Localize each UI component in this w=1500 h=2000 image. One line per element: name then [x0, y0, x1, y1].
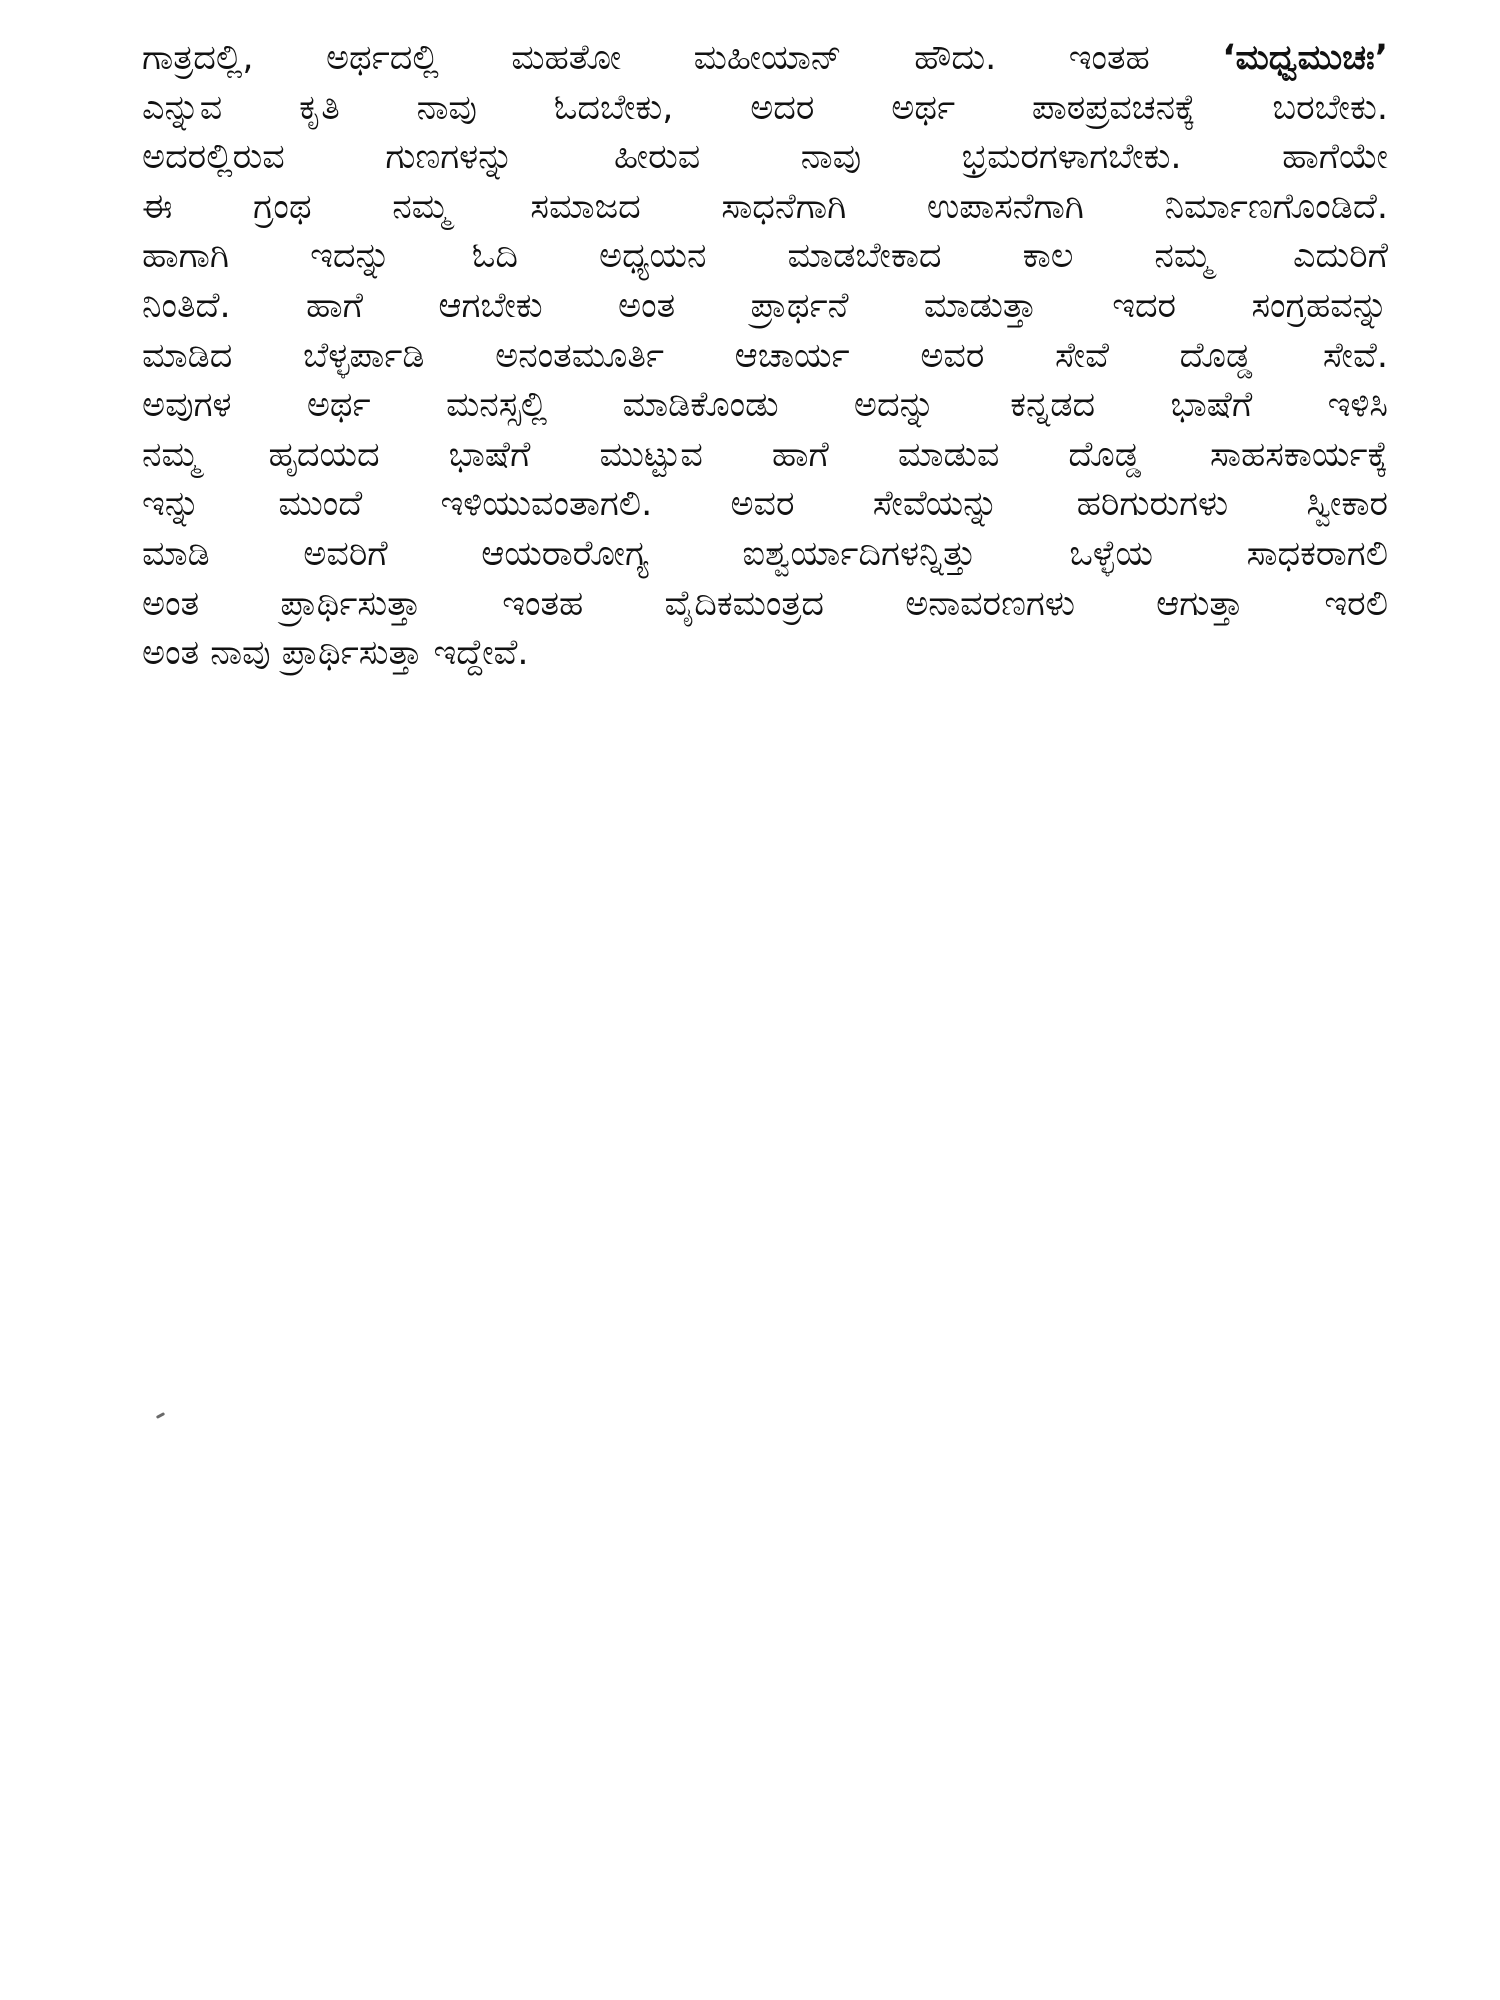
text-line-11: ಮಾಡಿ ಅವರಿಗೆ ಆಯರಾರೋಗ್ಯ ಐಶ್ವರ್ಯಾದಿಗಳನ್ನಿತ್ತು ಒಳ್ಳೆಯ ಸಾಧಕರಾಗಲಿ [142, 533, 1388, 574]
text-line-6: ನಿಂತಿದೆ. ಹಾಗೆ ಆಗಬೇಕು ಅಂತ ಪ್ರಾರ್ಥನೆ ಮಾಡುತ್ತಾ ಇದರ ಸಂಗ್ರಹವನ್ನು [142, 285, 1388, 326]
scan-speck [156, 1412, 165, 1419]
text-line-9: ನಮ್ಮ ಹೃದಯದ ಭಾಷೆಗೆ ಮುಟ್ಟುವ ಹಾಗೆ ಮಾಡುವ ದೊಡ್ಡ ಸಾಹಸಕಾರ್ಯಕ್ಕೆ [142, 434, 1388, 475]
text-line-4: ಈ ಗ್ರಂಥ ನಮ್ಮ ಸಮಾಜದ ಸಾಧನೆಗಾಗಿ ಉಪಾಸನೆಗಾಗಿ ನಿರ್ಮಾಣಗೊಂಡಿದೆ. [142, 186, 1388, 227]
text-line-2: ಎನ್ನುವ ಕೃತಿ ನಾವು ಓದಬೇಕು, ಅದರ ಅರ್ಥ ಪಾಠಪ್ರವಚನಕ್ಕೆ ಬರಬೇಕು. [142, 87, 1388, 128]
text-line-10: ಇನ್ನು ಮುಂದೆ ಇಳಿಯುವಂತಾಗಲಿ. ಅವರ ಸೇವೆಯನ್ನು ಹರಿಗುರುಗಳು ಸ್ವೀಕಾರ [142, 484, 1388, 525]
text-line-8: ಅವುಗಳ ಅರ್ಥ ಮನಸ್ಸಲ್ಲಿ ಮಾಡಿಕೊಂಡು ಅದನ್ನು ಕನ್ನಡದ ಭಾಷೆಗೆ ಇಳಿಸಿ [142, 385, 1388, 426]
text-line-7: ಮಾಡಿದ ಬೆಳ್ಳರ್ಪಾಡಿ ಅನಂತಮೂರ್ತಿ ಆಚಾರ್ಯ ಅವರ ಸೇವೆ ದೊಡ್ಡ ಸೇವೆ. [142, 335, 1388, 376]
body-text [142, 34, 1388, 679]
text-line-13: ಅಂತ ನಾವು ಪ್ರಾರ್ಥಿಸುತ್ತಾ ಇದ್ದೇವೆ. [142, 633, 529, 674]
text-line-3: ಅದರಲ್ಲಿರುವ ಗುಣಗಳನ್ನು ಹೀರುವ ನಾವು ಭ್ರಮರಗಳಾಗಬೇಕು. ಹಾಗೆಯೇ [142, 137, 1388, 178]
text-line-12: ಅಂತ ಪ್ರಾರ್ಥಿಸುತ್ತಾ ಇಂತಹ ವೈದಿಕಮಂತ್ರದ ಅನಾವರಣಗಳು ಆಗುತ್ತಾ ಇರಲಿ [142, 583, 1388, 624]
text-line-5: ಹಾಗಾಗಿ ಇದನ್ನು ಓದಿ ಅಧ್ಯಯನ ಮಾಡಬೇಕಾದ ಕಾಲ ನಮ್ಮ ಎದುರಿಗೆ [142, 236, 1388, 277]
bold-quoted-title: ‘ಮಧ್ವಮುಚಃ’ [1222, 38, 1388, 78]
text-line-1 [142, 34, 1388, 84]
text-line-1-plain: ಗಾತ್ರದಲ್ಲಿ, ಅರ್ಥದಲ್ಲಿ ಮಹತೋ ಮಹೀಯಾನ್ ಹೌದು. ಇಂತಹ [142, 38, 1223, 78]
